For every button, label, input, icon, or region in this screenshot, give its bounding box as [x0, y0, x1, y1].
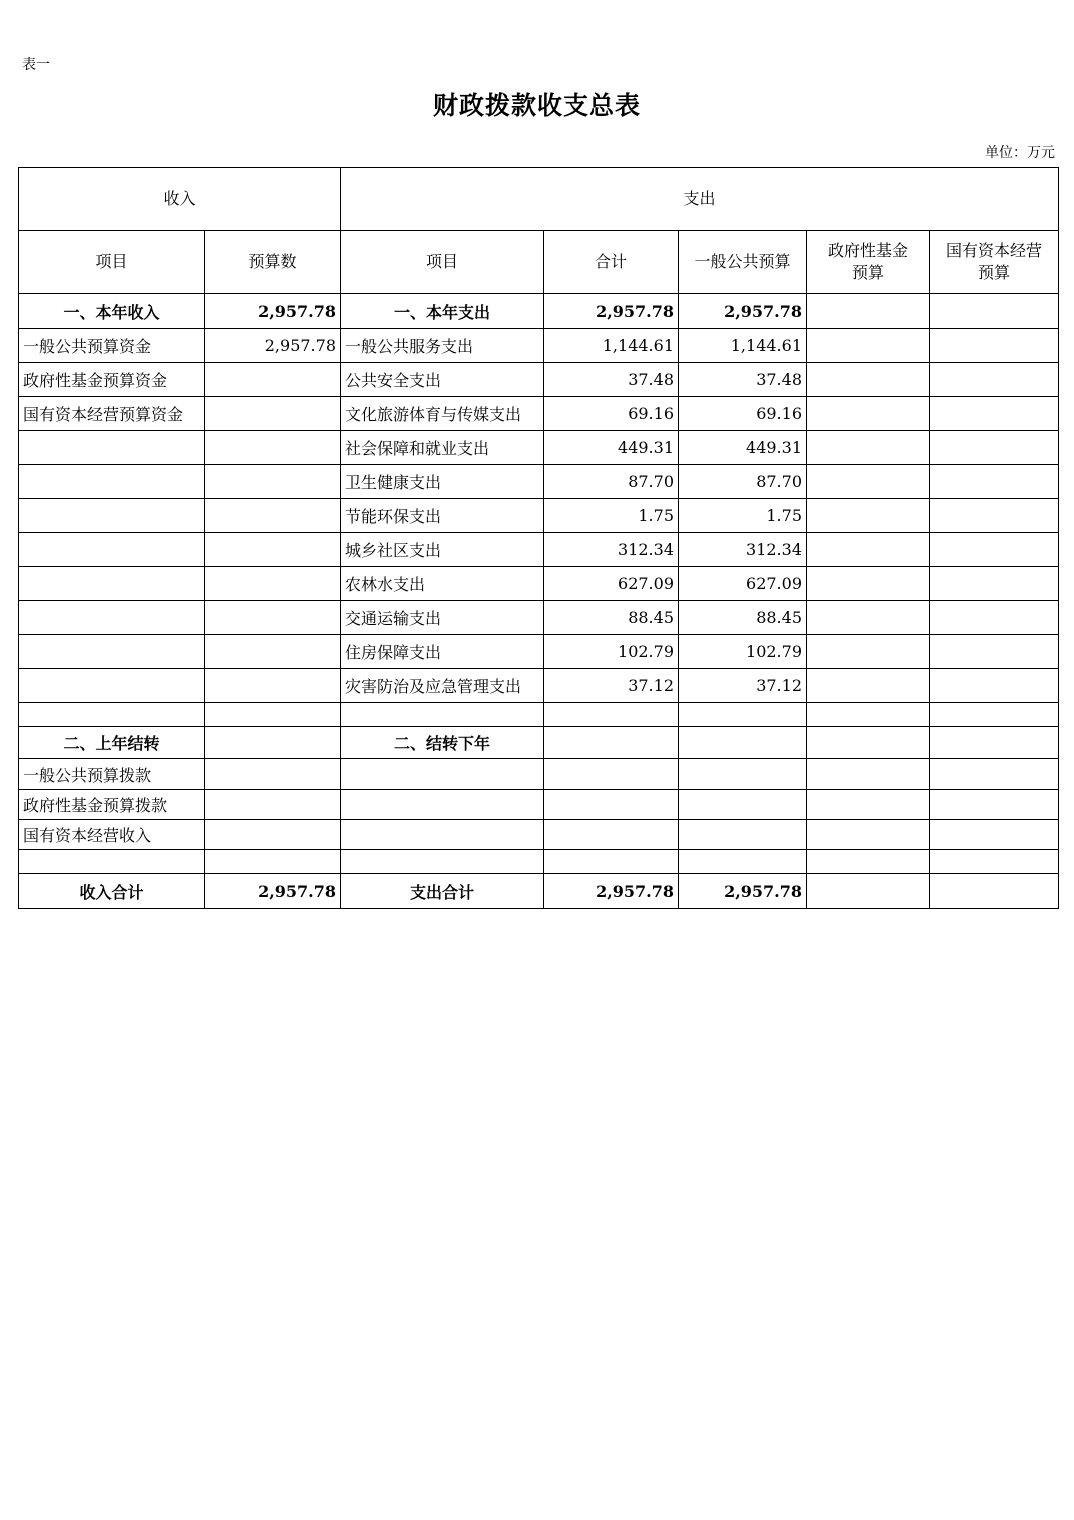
state-capital-cell	[930, 294, 1059, 329]
gov-fund-cell	[807, 669, 930, 703]
income-value-cell: 2,957.78	[205, 874, 341, 909]
income-value-cell	[205, 669, 341, 703]
total-cell: 312.34	[544, 533, 679, 567]
general-budget-cell: 37.48	[679, 363, 807, 397]
gov-fund-cell	[807, 363, 930, 397]
general-budget-cell: 102.79	[679, 635, 807, 669]
state-capital-cell	[930, 703, 1059, 727]
income-value-cell	[205, 850, 341, 874]
total-cell: 449.31	[544, 431, 679, 465]
state-capital-cell	[930, 465, 1059, 499]
income-item-cell	[19, 635, 205, 669]
income-value-cell	[205, 363, 341, 397]
blank-row	[19, 850, 1059, 874]
gov-fund-cell	[807, 850, 930, 874]
state-capital-cell	[930, 669, 1059, 703]
header-row-columns	[19, 231, 1059, 294]
general-budget-cell	[679, 727, 807, 759]
state-capital-cell	[930, 533, 1059, 567]
section-row	[19, 294, 1059, 329]
gov-fund-cell	[807, 601, 930, 635]
income-value-cell	[205, 820, 341, 850]
expense-item-cell	[341, 820, 544, 850]
table-row	[19, 533, 1059, 567]
state-capital-cell	[930, 635, 1059, 669]
general-budget-cell: 449.31	[679, 431, 807, 465]
income-value-cell	[205, 431, 341, 465]
income-value-cell	[205, 703, 341, 727]
table-row	[19, 759, 1059, 790]
state-capital-cell	[930, 727, 1059, 759]
expense-item-cell	[341, 759, 544, 790]
state-capital-cell	[930, 363, 1059, 397]
gov-fund-cell	[807, 820, 930, 850]
table-row	[19, 329, 1059, 363]
header-row-group	[19, 168, 1059, 231]
expense-item-cell	[341, 790, 544, 820]
total-cell: 2,957.78	[544, 874, 679, 909]
income-value-cell	[205, 567, 341, 601]
income-item-cell	[19, 431, 205, 465]
general-budget-cell	[679, 850, 807, 874]
expense-item-cell: 二、结转下年	[341, 727, 544, 759]
table-row	[19, 567, 1059, 601]
gov-fund-cell	[807, 727, 930, 759]
income-item-cell: 收入合计	[19, 874, 205, 909]
table-row	[19, 820, 1059, 850]
expense-item-cell: 卫生健康支出	[341, 465, 544, 499]
table-number: 表一	[22, 57, 50, 73]
income-item-cell: 国有资本经营收入	[19, 820, 205, 850]
gov-fund-cell	[807, 499, 930, 533]
income-value-cell	[205, 397, 341, 431]
income-item-cell: 一般公共预算拨款	[19, 759, 205, 790]
total-cell	[544, 790, 679, 820]
income-item-cell: 国有资本经营预算资金	[19, 397, 205, 431]
gov-fund-cell	[807, 294, 930, 329]
general-budget-cell: 312.34	[679, 533, 807, 567]
total-cell	[544, 850, 679, 874]
unit-label: 单位：万元	[985, 145, 1055, 161]
section-row	[19, 727, 1059, 759]
gov-fund-header-line1: 政府性基金	[827, 241, 908, 260]
expense-item-cell: 公共安全支出	[341, 363, 544, 397]
state-capital-cell	[930, 850, 1059, 874]
state-capital-header	[930, 231, 1059, 294]
total-header: 合计	[544, 231, 679, 294]
table-row	[19, 363, 1059, 397]
gov-fund-cell	[807, 431, 930, 465]
income-value-cell	[205, 499, 341, 533]
expense-item-cell: 社会保障和就业支出	[341, 431, 544, 465]
total-cell	[544, 727, 679, 759]
income-item-cell: 一、本年收入	[19, 294, 205, 329]
income-item-cell: 政府性基金预算拨款	[19, 790, 205, 820]
income-item-cell	[19, 465, 205, 499]
income-value-cell	[205, 533, 341, 567]
table-row	[19, 669, 1059, 703]
general-budget-cell	[679, 759, 807, 790]
gov-fund-cell	[807, 329, 930, 363]
table-row	[19, 601, 1059, 635]
general-budget-cell	[679, 820, 807, 850]
state-capital-header-line2: 预算	[977, 263, 1010, 282]
income-item-cell	[19, 567, 205, 601]
expense-item-cell: 支出合计	[341, 874, 544, 909]
total-cell: 102.79	[544, 635, 679, 669]
state-capital-cell	[930, 329, 1059, 363]
table-row	[19, 790, 1059, 820]
total-cell: 1.75	[544, 499, 679, 533]
state-capital-cell	[930, 499, 1059, 533]
page-title: 财政拨款收支总表	[432, 91, 641, 120]
gov-fund-cell	[807, 567, 930, 601]
general-budget-cell: 37.12	[679, 669, 807, 703]
total-cell: 1,144.61	[544, 329, 679, 363]
expense-item-header: 项目	[341, 231, 544, 294]
total-cell: 627.09	[544, 567, 679, 601]
general-budget-cell: 69.16	[679, 397, 807, 431]
income-value-cell	[205, 635, 341, 669]
income-item-cell	[19, 850, 205, 874]
state-capital-cell	[930, 759, 1059, 790]
income-item-cell: 一般公共预算资金	[19, 329, 205, 363]
expense-item-cell: 节能环保支出	[341, 499, 544, 533]
general-budget-cell: 627.09	[679, 567, 807, 601]
state-capital-header-line1: 国有资本经营	[945, 241, 1042, 260]
gov-fund-cell	[807, 465, 930, 499]
state-capital-cell	[930, 874, 1059, 909]
expense-item-cell: 住房保障支出	[341, 635, 544, 669]
expense-header: 支出	[341, 168, 1059, 231]
section-row	[19, 874, 1059, 909]
gov-fund-cell	[807, 635, 930, 669]
general-budget-cell: 87.70	[679, 465, 807, 499]
general-budget-cell: 1.75	[679, 499, 807, 533]
expense-item-cell: 农林水支出	[341, 567, 544, 601]
income-item-cell: 二、上年结转	[19, 727, 205, 759]
gov-fund-cell	[807, 397, 930, 431]
gov-fund-cell	[807, 759, 930, 790]
income-value-cell	[205, 790, 341, 820]
state-capital-cell	[930, 601, 1059, 635]
income-item-header: 项目	[19, 231, 205, 294]
income-item-cell	[19, 703, 205, 727]
expense-item-cell: 文化旅游体育与传媒支出	[341, 397, 544, 431]
total-cell: 69.16	[544, 397, 679, 431]
expense-item-cell: 一、本年支出	[341, 294, 544, 329]
gov-fund-cell	[807, 533, 930, 567]
gov-fund-cell	[807, 703, 930, 727]
total-cell: 2,957.78	[544, 294, 679, 329]
income-item-cell	[19, 533, 205, 567]
income-value-cell	[205, 727, 341, 759]
table-row	[19, 635, 1059, 669]
expense-item-cell: 城乡社区支出	[341, 533, 544, 567]
gov-fund-header-line2: 预算	[851, 263, 884, 282]
income-value-cell	[205, 601, 341, 635]
expense-item-cell: 灾害防治及应急管理支出	[341, 669, 544, 703]
gov-fund-cell	[807, 874, 930, 909]
state-capital-cell	[930, 397, 1059, 431]
total-cell: 37.48	[544, 363, 679, 397]
general-budget-cell: 2,957.78	[679, 294, 807, 329]
income-value-cell: 2,957.78	[205, 329, 341, 363]
table-row	[19, 397, 1059, 431]
gov-fund-cell	[807, 790, 930, 820]
expense-item-cell: 交通运输支出	[341, 601, 544, 635]
general-budget-cell	[679, 703, 807, 727]
total-cell	[544, 759, 679, 790]
general-budget-cell: 2,957.78	[679, 874, 807, 909]
income-item-cell	[19, 499, 205, 533]
table-row	[19, 431, 1059, 465]
general-budget-cell	[679, 790, 807, 820]
income-item-cell: 政府性基金预算资金	[19, 363, 205, 397]
gov-fund-header	[807, 231, 930, 294]
general-budget-cell: 1,144.61	[679, 329, 807, 363]
total-cell: 37.12	[544, 669, 679, 703]
total-cell: 88.45	[544, 601, 679, 635]
state-capital-cell	[930, 790, 1059, 820]
total-cell	[544, 820, 679, 850]
state-capital-cell	[930, 431, 1059, 465]
blank-row	[19, 703, 1059, 727]
income-item-cell	[19, 669, 205, 703]
income-value-cell	[205, 759, 341, 790]
general-budget-cell: 88.45	[679, 601, 807, 635]
general-budget-header: 一般公共预算	[679, 231, 807, 294]
state-capital-cell	[930, 820, 1059, 850]
fiscal-appropriation-table	[18, 167, 1059, 909]
total-cell	[544, 703, 679, 727]
table-row	[19, 465, 1059, 499]
expense-item-cell	[341, 850, 544, 874]
income-header: 收入	[19, 168, 341, 231]
total-cell: 87.70	[544, 465, 679, 499]
state-capital-cell	[930, 567, 1059, 601]
income-item-cell	[19, 601, 205, 635]
income-value-cell: 2,957.78	[205, 294, 341, 329]
table-row	[19, 499, 1059, 533]
income-budget-header: 预算数	[205, 231, 341, 294]
income-value-cell	[205, 465, 341, 499]
expense-item-cell	[341, 703, 544, 727]
expense-item-cell: 一般公共服务支出	[341, 329, 544, 363]
